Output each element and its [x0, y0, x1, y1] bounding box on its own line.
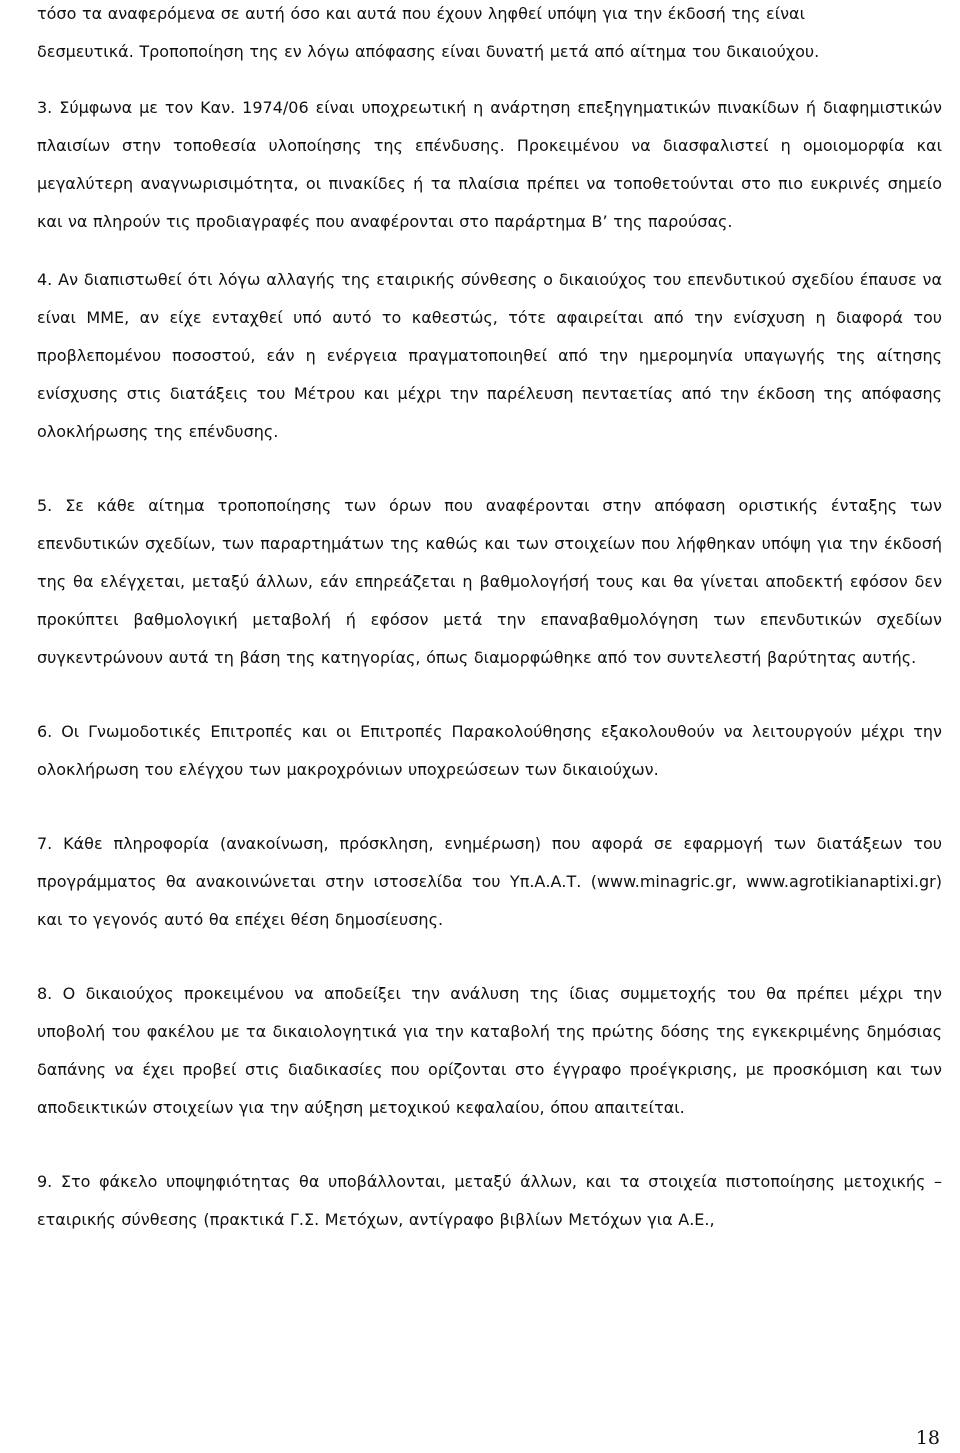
list-item-text: 3. Σύμφωνα με τον Καν. 1974/06 είναι υποχρεωτική η ανάρτηση επεξηγηματικών πινακίδων ή διαφημιστικών πλαισίων στην τοποθεσία υλοποίησης της επένδυσης. Προκειμένου να διασφαλιστεί η ομοιομορφία και μεγαλύτερη αναγνωρισιμότητα, οι πινακίδες ή τα πλαίσια πρέπει να τοποθετούνται στο πιο ευκρινές σημείο και να πληρούν τις προδιαγραφές που αναφέρονται στο παράρτημα Β’ της παρούσας. [37, 98, 942, 231]
page-number: 18 [915, 1427, 940, 1449]
list-item-5 [37, 487, 942, 677]
list-item-number: 6. [37, 722, 53, 741]
list-item-text: 7. Κάθε πληροφορία (ανακοίνωση, πρόσκληση, ενημέρωση) που αφορά σε εφαρμογή των διατάξεων του προγράμματος θα ανακοινώνεται στην ιστοσελίδα του Υπ.Α.Α.Τ. (www.minagric.gr, www.agrotikianaptixi.gr) και το γεγονός αυτό θα επέχει θέση δημοσίευσης. [37, 834, 943, 929]
list-item-text: 5. Σε κάθε αίτημα τροποποίησης των όρων που αναφέρονται στην απόφαση οριστικής ένταξης των επενδυτικών σχεδίων, των παραρτημάτων της καθώς και των στοιχείων που λήφθηκαν υπόψη για την έκδοσή της θα ελέγχεται, μεταξύ άλλων, εάν επηρεάζεται η βαθμολογήσή τους και θα γίνεται αποδεκτή εφόσον δεν προκύπτει βαθμολογική μεταβολή ή εφόσον μετά την επαναβαθμολόγηση των επενδυτικών σχεδίων συγκεντρώνουν αυτά τη βάση της κατηγορίας, όπως διαμορφώθηκε από τον συντελεστή βαρύτητας αυτής. [37, 496, 942, 667]
list-item-number: 5. [37, 496, 53, 515]
list-item-number: 7. [37, 834, 53, 853]
list-item-text: 8. Ο δικαιούχος προκειμένου να αποδείξει την ανάλυση της ίδιας συμμετοχής του θα πρέπει μέχρι την υποβολή του φακέλου με τα δικαιολογητικά για την καταβολή της πρώτης δόσης της εγκεκριμένης δημόσιας δαπάνης να έχει προβεί στις διαδικασίες που ορίζονται στο έγγραφο προέγκρισης, με προσκόμιση και των αποδεικτικών στοιχείων για την αύξηση μετοχικού κεφαλαίου, όπου απαιτείται. [37, 984, 942, 1117]
intro-line-1: τόσο τα αναφερόμενα σε αυτή όσο και αυτά που έχουν ληφθεί υπόψη για την έκδοσή της είναι [37, 4, 806, 23]
intro-line-2: δεσμευτικά. Τροποποίηση της εν λόγω απόφασης είναι δυνατή μετά από αίτημα του δικαιούχου. [37, 42, 820, 61]
document-page [37, 0, 942, 1239]
list-item-number: 3. [37, 98, 53, 117]
list-item-text: 4. Αν διαπιστωθεί ότι λόγω αλλαγής της εταιρικής σύνθεσης ο δικαιούχος του επενδυτικού σχεδίου έπαυσε να είναι ΜΜΕ, αν είχε ενταχθεί υπό αυτό το καθεστώς, τότε αφαιρείται από την ενίσχυση η διαφορά του προβλεπομένου ποσοστού, εάν η ενέργεια πραγματοποιηθεί από την ημερομηνία υπαγωγής της αίτησης ενίσχυσης στις διατάξεις του Μέτρου και μέχρι την παρέλευση πενταετίας από την έκδοση της απόφασης ολοκλήρωσης της επένδυσης. [37, 270, 942, 441]
list-item-number: 8. [37, 984, 53, 1003]
list-item-6 [37, 713, 942, 789]
list-item-number: 4. [37, 270, 53, 289]
list-item-7 [37, 825, 942, 939]
list-item-text: 9. Στο φάκελο υποψηφιότητας θα υποβάλλονται, μεταξύ άλλων, και τα στοιχεία πιστοποίησης μετοχικής – εταιρικής σύνθεσης (πρακτικά Γ.Σ. Μετόχων, αντίγραφο βιβλίων Μετόχων για Α.Ε., [37, 1172, 942, 1229]
list-item-9 [37, 1163, 942, 1239]
list-item-number: 9. [37, 1172, 53, 1191]
list-item-3 [37, 89, 942, 241]
list-item-4 [37, 261, 942, 451]
list-item-8 [37, 975, 942, 1127]
list-item-text: 6. Οι Γνωμοδοτικές Επιτροπές και οι Επιτροπές Παρακολούθησης εξακολουθούν να λειτουργούν μέχρι την ολοκλήρωση του ελέγχου των μακροχρόνιων υποχρεώσεων των δικαιούχων. [37, 722, 942, 779]
